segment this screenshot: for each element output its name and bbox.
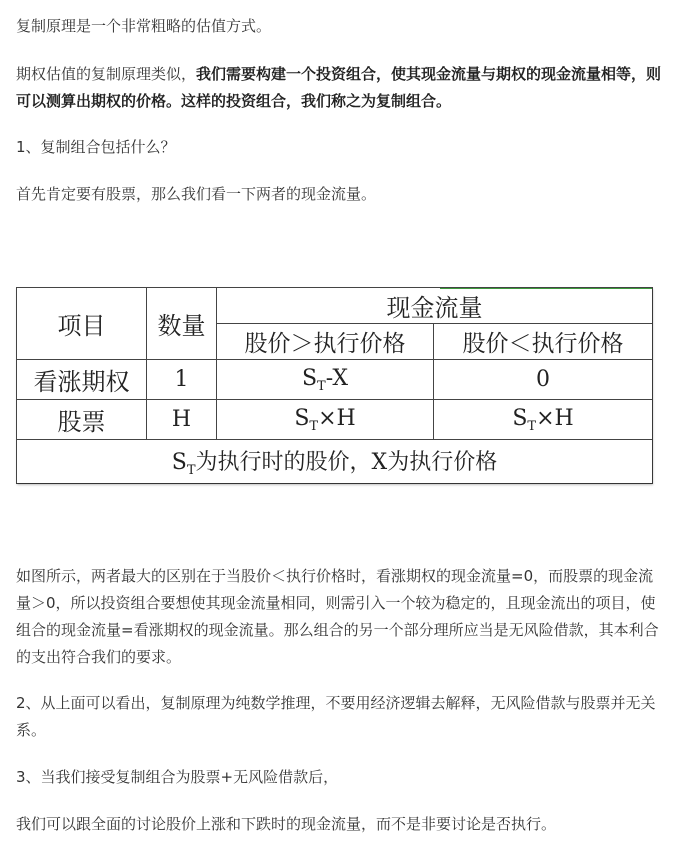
row-qty-stock: H <box>147 400 217 440</box>
header-price-above: 股价＞执行价格 <box>217 324 434 360</box>
paragraph-intro: 复制原理是一个非常粗略的估值方式。 <box>16 17 272 35</box>
table-row <box>17 400 653 440</box>
cashflow-table <box>16 287 653 484</box>
row-qty-call-option: 1 <box>147 360 217 400</box>
header-quantity: 数量 <box>147 288 217 360</box>
row-item-call-option: 看涨期权 <box>17 360 147 400</box>
row-down-stock: $S_T\times H$ <box>434 400 653 440</box>
row-down-call-option: 0 <box>434 360 653 400</box>
heading-question-1: 1、复制组合包括什么？ <box>16 138 176 156</box>
row-item-stock: 股票 <box>17 400 147 440</box>
definition-normal-text: 期权估值的复制原理类似， <box>16 65 197 83</box>
header-cashflow: 现金流量 <box>217 288 653 324</box>
row-up-call-option: $S_T-X$ <box>217 360 434 400</box>
paragraph-point-2: 2、从上面可以看出，复制原理为纯数学推理，不要用经济逻辑去解释，无风险借款与股票并无关系。 <box>16 694 656 739</box>
header-price-below: 股价＜执行价格 <box>434 324 653 360</box>
paragraph-stock: 首先肯定要有股票，那么我们看一下两者的现金流量。 <box>16 185 377 203</box>
definition-bold-text: 我们需要构建一个投资组合，使其现金流量与期权的现金流量相等，则可以测算出期权的价格。这样的投资组合，我们称之为复制组合。 <box>16 65 662 110</box>
paragraph-point-3: 3、当我们接受复制组合为股票+无风险借款后， <box>16 768 339 786</box>
paragraph-definition <box>16 61 666 115</box>
paragraph-explanation: 如图所示，两者最大的区别在于当股价＜执行价格时，看涨期权的现金流量=0，而股票的现金流量＞0，所以投资组合要想使其现金流量相同，则需引入一个较为稳定的，且现金流出的项目，使组合的现金流量=看涨期权的现金流量。那么组合的另一个部分理所应当是无风险借款，其本利合的支出符合我们的要求。 <box>16 567 659 666</box>
table-footnote: $S_T$为执行时的股价，X为执行价格 <box>17 440 653 484</box>
cashflow-table-figure <box>16 287 652 483</box>
header-item: 项目 <box>17 288 147 360</box>
row-up-stock: $S_T\times H$ <box>217 400 434 440</box>
table-row <box>17 360 653 400</box>
paragraph-conclusion: 我们可以跟全面的讨论股价上涨和下跌时的现金流量，而不是非要讨论是否执行。 <box>16 815 557 833</box>
